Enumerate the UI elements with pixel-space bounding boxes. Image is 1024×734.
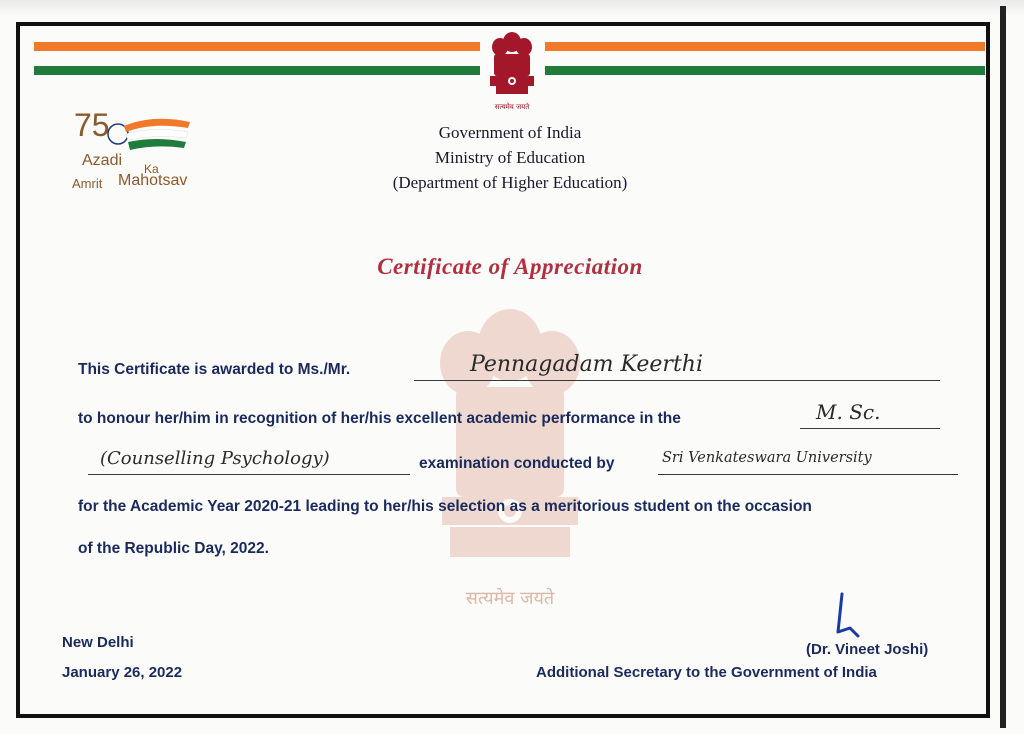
signature-mark [828, 592, 868, 642]
issue-date: January 26, 2022 [62, 664, 183, 681]
body-line-2-prefix: to honour her/him in recognition of her/his excellent academic performance in the [78, 410, 681, 427]
body-line-3-mid: examination conducted by [419, 455, 615, 472]
emblem-caption: सत्यमेव जयते [494, 103, 530, 111]
header-line-3: (Department of Higher Education) [392, 173, 628, 192]
logo-amrit: Amrit [72, 176, 103, 191]
place: New Delhi [62, 634, 134, 651]
header-line-1: Government of India [438, 123, 582, 142]
body-line-4: for the Academic Year 2020-21 leading to her/his selection as a meritorious student on the occasion [78, 498, 812, 515]
logo-ka: Ka [144, 162, 159, 176]
paper-edge [0, 0, 1024, 16]
green-stripe-left [34, 66, 480, 75]
university-name: Sri Venkateswara University [662, 450, 872, 466]
logo-mahotsav: Mahotsav [118, 172, 188, 189]
body-line-1-prefix: This Certificate is awarded to Ms./Mr. [78, 361, 351, 378]
saffron-stripe-right [545, 42, 985, 51]
certificate-title: Certificate of Appreciation [377, 254, 643, 279]
body-line-5: of the Republic Day, 2022. [78, 540, 269, 557]
saffron-stripe-left [34, 42, 480, 51]
logo-azadi: Azadi [82, 152, 123, 169]
subject-name: (Counselling Psychology) [100, 448, 330, 469]
degree-name: M. Sc. [816, 400, 881, 424]
header-line-2: Ministry of Education [434, 148, 586, 167]
logo-number: 75 [74, 107, 110, 143]
green-stripe-right [545, 66, 985, 75]
azadi-ka-amrit-mahotsav-logo [72, 104, 232, 200]
issuer-header [300, 120, 720, 195]
signatory-name: (Dr. Vineet Joshi) [806, 641, 929, 658]
signatory-designation: Additional Secretary to the Government of India [536, 664, 877, 681]
watermark-caption: सत्यमेव जयते [465, 588, 555, 609]
recipient-name: Pennagadam Keerthi [470, 352, 703, 377]
national-emblem-icon [484, 28, 540, 110]
border-right-edge [1000, 6, 1006, 728]
